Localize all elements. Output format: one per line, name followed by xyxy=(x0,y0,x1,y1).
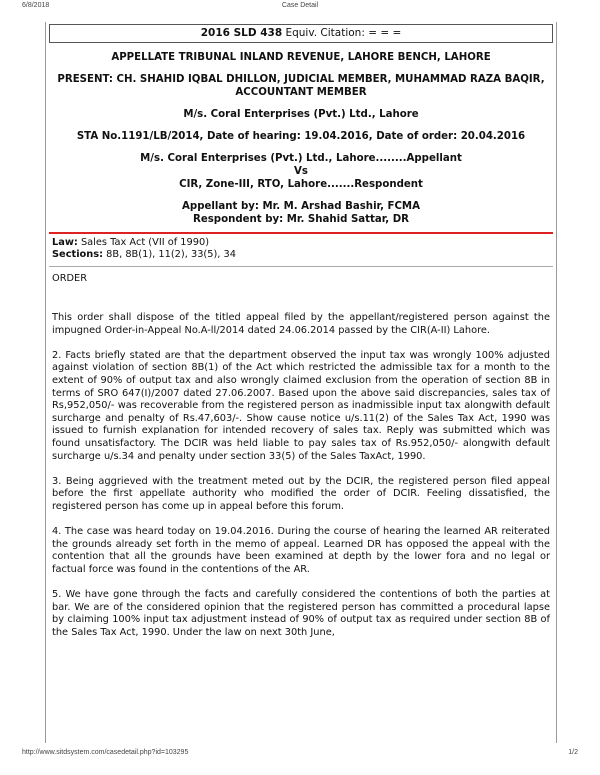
respondent-line: CIR, Zone-III, RTO, Lahore.......Respondent xyxy=(179,179,423,190)
paragraph: 3. Being aggrieved with the treatment meted out by the DCIR, the registered person filed appeal before the first appellate authority who modified the order of DCIR. Feeling dissatisfied, the registered person has come up in appeal before this forum. xyxy=(52,475,550,512)
paragraph: 4. The case was heard today on 19.04.2016. During the course of hearing the learned AR reiterated the grounds already set forth in the memo of appeal. Learned DR has opposed the appeal with the contention that all the grounds have been examined at depth by the lower fora and no legal or factual force was found in the contentions of the AR. xyxy=(52,526,550,575)
bench-members: PRESENT: CH. SHAHID IQBAL DHILLON, JUDICIAL MEMBER, MUHAMMAD RAZA BAQIR, ACCOUNTANT MEMBER xyxy=(57,74,545,98)
sections-line xyxy=(52,249,550,261)
equiv-citation: Equiv. Citation: = = = xyxy=(285,27,402,39)
print-date: 6/8/2018 xyxy=(22,2,50,9)
paragraph: 5. We have gone through the facts and carefully considered the contentions of both the parties at bar. We are of the considered opinion that the registered person has committed a procedural lapse by claiming 100% input tax adjustment instead of 90% of output tax as required under section 8B of the Sales Tax Act, 1990. Under the law on next 30th June, xyxy=(52,589,550,638)
page-number: 1/2 xyxy=(568,749,578,756)
paragraph: This order shall dispose of the titled appeal filed by the appellant/registered person against the impugned Order-in-Appeal No.A-ll/2014 dated 24.06.2014 passed by the CIR(A-II) Lahore. xyxy=(52,312,550,336)
respondent-counsel: Respondent by: Mr. Shahid Sattar, DR xyxy=(192,214,410,225)
versus-line: Vs xyxy=(294,166,308,177)
print-header xyxy=(22,2,578,14)
tribunal-name: APPELLATE TRIBUNAL INLAND REVENUE, LAHORE BENCH, LAHORE xyxy=(111,52,491,63)
law-label: Law: xyxy=(52,237,78,248)
sections-label: Sections: xyxy=(52,249,104,260)
party-title: M/s. Coral Enterprises (Pvt.) Ltd., Lahore xyxy=(183,109,419,120)
citation-code: 2016 SLD 438 xyxy=(200,27,283,39)
paragraph: 2. Facts briefly stated are that the department observed the input tax was wrongly 100% adjusted against violation of section 8B(1) of the Act which restricted the admissible tax for a month to the extent of 90% of output tax and also wrongly claimed exclusion from the operation of section 8B in terms of SRO 647(I)/2007 dated 27.06.2007. Based upon the above said discrepancies, sales tax of Rs,952,050/- was recoverable from the registered person as inadmissible input tax alongwith default surcharge and penalty of Rs.47,603/-. Show cause notice u/s.11(2) of the Sales Tax Act, 1990 was issued to furnish explanation for intended recovery of sales tax. Reply was submitted which was found unsatisfactory. The DCIR was held liable to pay sales tax of Rs.952,050/- alongwith default surcharge u/s.34 and penalty under section 33(5) of the Sales TaxAct, 1990. xyxy=(52,349,550,462)
appellant-counsel: Appellant by: Mr. M. Arshad Bashir, FCMA xyxy=(182,201,420,212)
law-block xyxy=(46,234,556,261)
law-line xyxy=(52,237,550,249)
case-number: STA No.1191/LB/2014, Date of hearing: 19.04.2016, Date of order: 20.04.2016 xyxy=(76,131,526,142)
print-footer xyxy=(22,749,578,761)
order-label: ORDER xyxy=(52,273,88,284)
appellant-line: M/s. Coral Enterprises (Pvt.) Ltd., Lahore........Appellant xyxy=(140,153,462,164)
order-body xyxy=(46,312,556,639)
law-value: Sales Tax Act (VII of 1990) xyxy=(80,237,210,248)
parties-block xyxy=(56,152,546,191)
page-url: http://www.sitdsystem.com/casedetail.php?id=103295 xyxy=(22,749,189,756)
citation-box xyxy=(49,24,553,43)
case-document xyxy=(45,22,557,743)
sections-value: 8B, 8B(1), 11(2), 33(5), 34 xyxy=(106,249,236,260)
case-heading xyxy=(46,51,556,226)
counsel-block xyxy=(56,200,546,226)
print-title: Case Detail xyxy=(281,2,319,9)
